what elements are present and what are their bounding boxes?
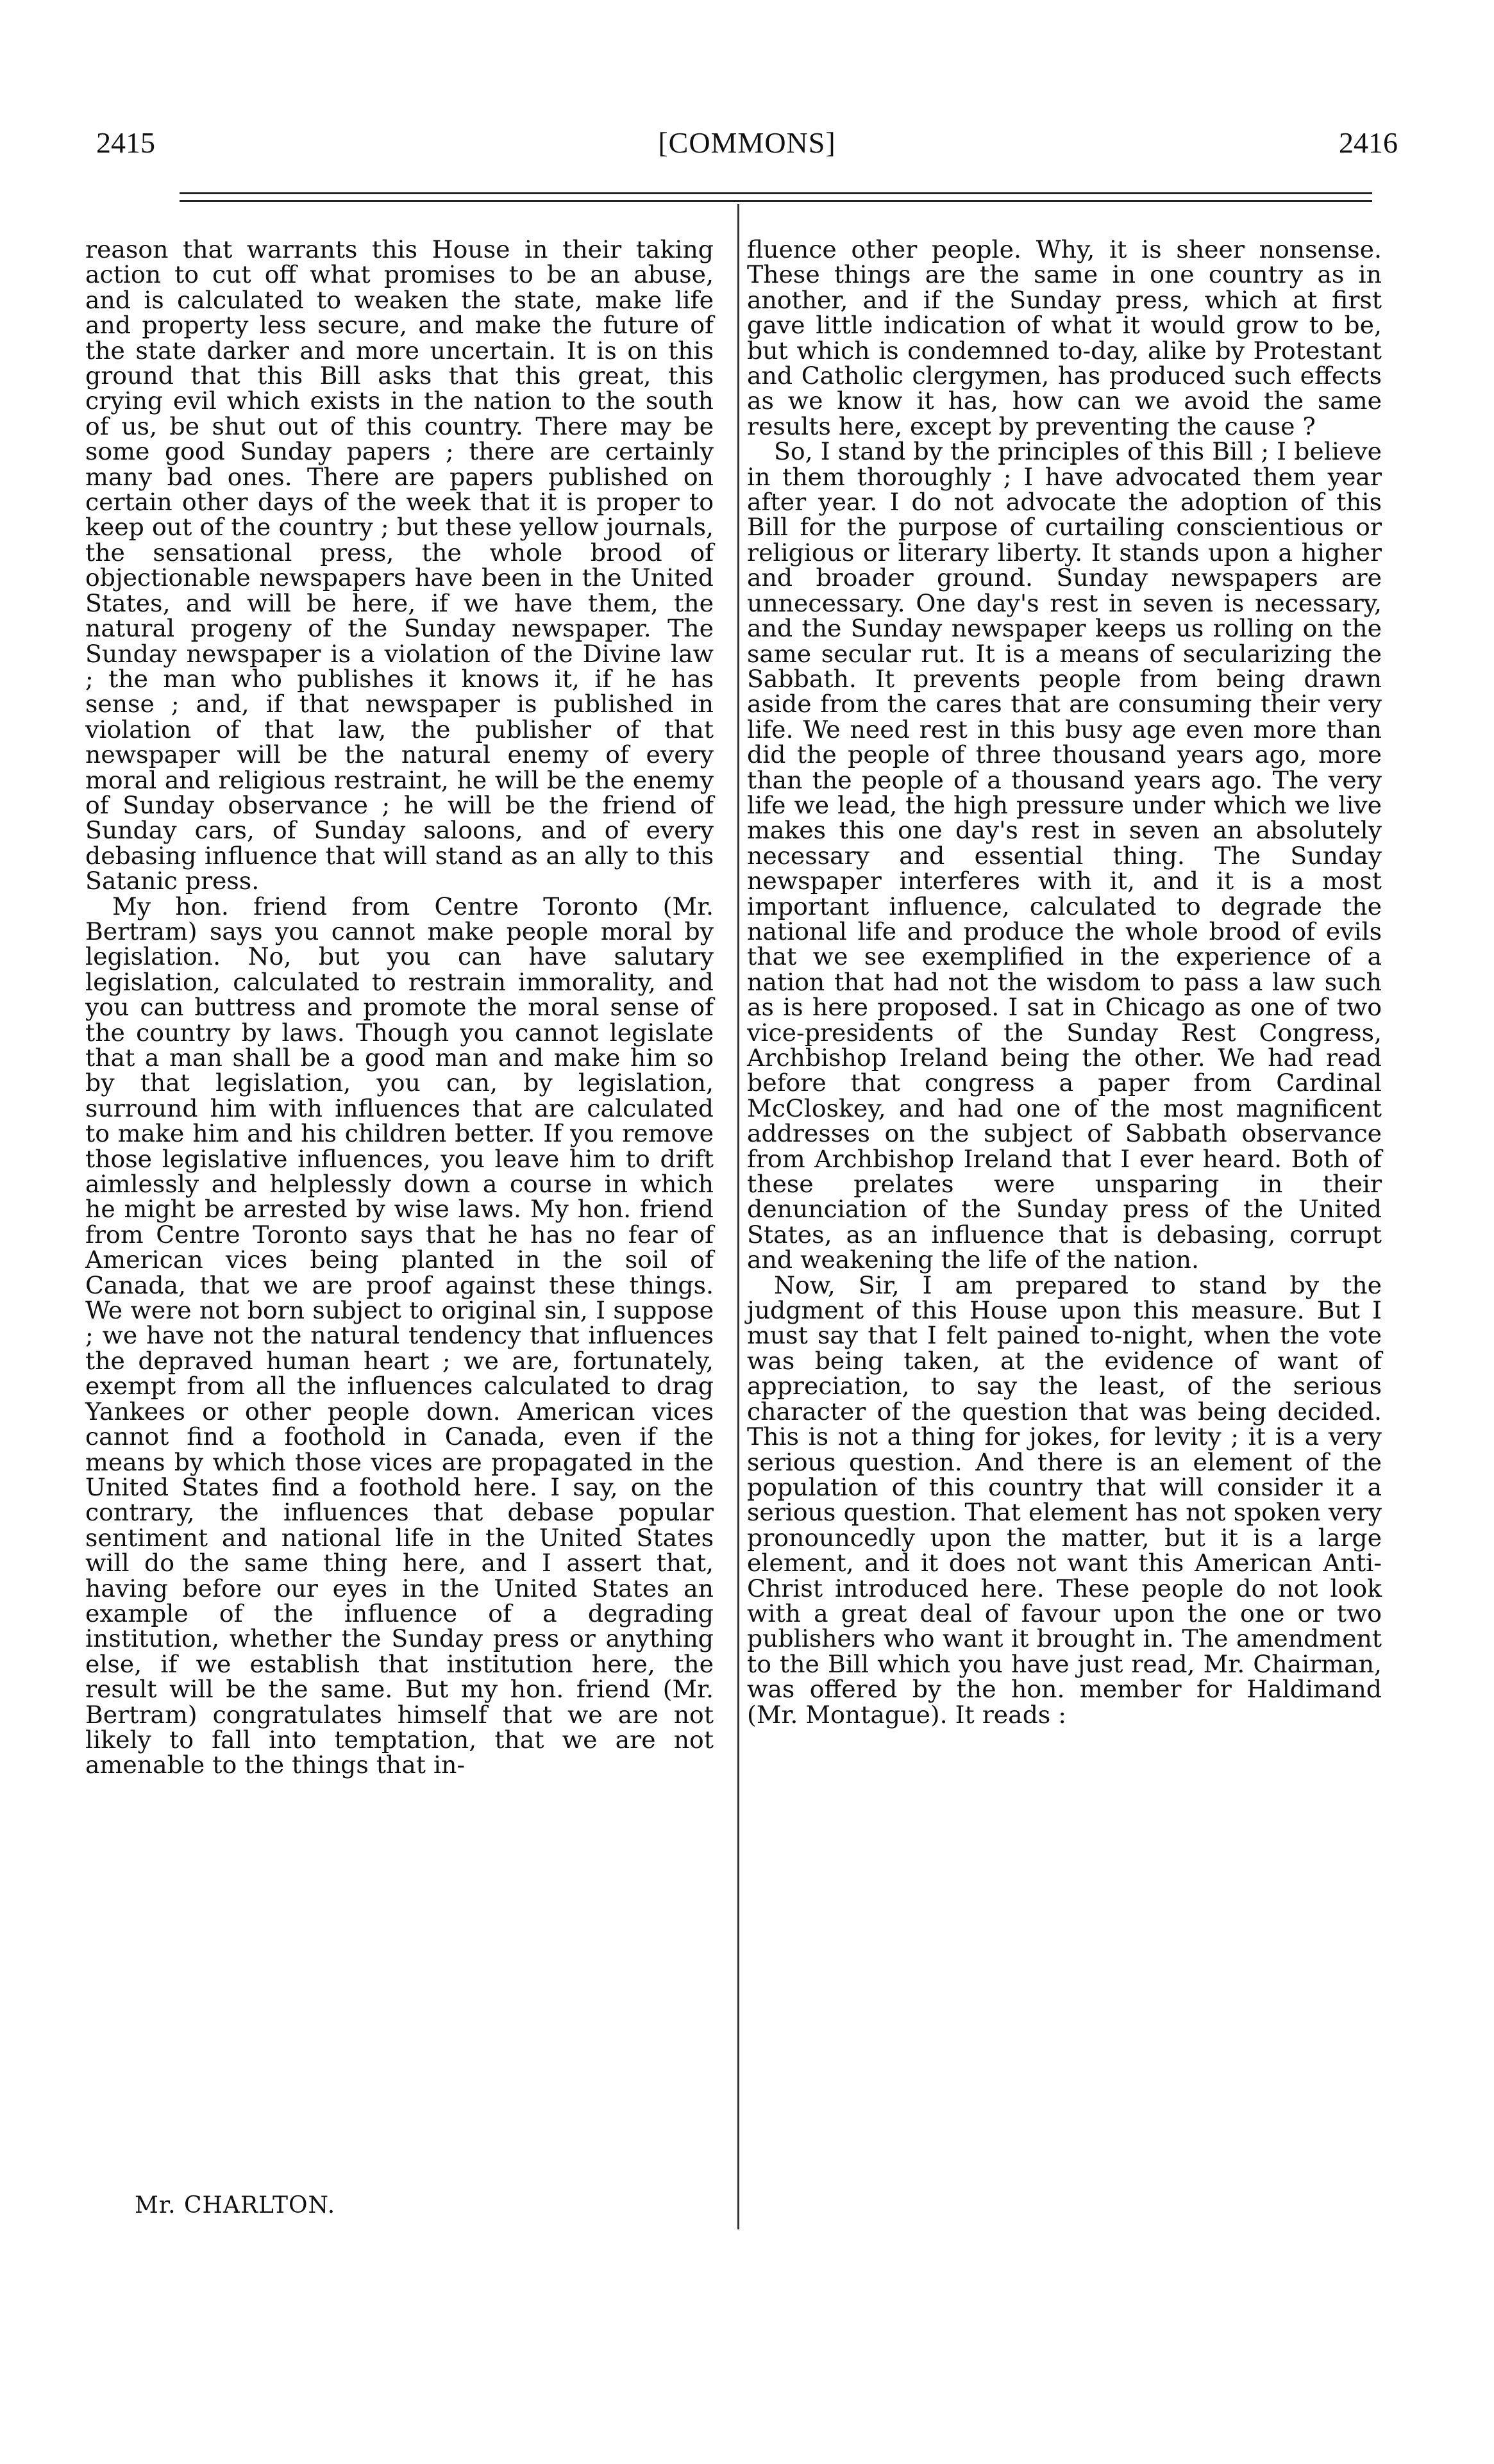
- column-divider: [737, 204, 739, 2229]
- speaker-signature: Mr. CHARLTON.: [135, 2192, 336, 2218]
- page-header: [96, 121, 1398, 165]
- left-column: [85, 237, 714, 1778]
- page-number-left: 2415: [96, 126, 155, 159]
- header-rule-bottom: [180, 200, 1372, 202]
- left-paragraph-2: My hon. friend from Centre Toronto (Mr. Bertram) says you cannot make people moral by legislation. No, but you can have salutary legislation, calculated to restrain immorality, and you can buttress and promote the moral sense of the country by laws. Though you cannot legislate that a man shall be a good man and make him so by that legislation, you can, by legislation, surround him with influences that are calculated to make him and his children better. If you remove those legislative influences, you leave him to drift aimlessly and helplessly down a course in which he might be arrested by wise laws. My hon. friend from Centre Toronto says that he has no fear of American vices being planted in the soil of Canada, that we are proof against these things. We were not born subject to original sin, I suppose ; we have not the natural tendency that influences the depraved human heart ; we are, fortunately, exempt from all the influences calculated to drag Yankees or other people down. American vices cannot find a foothold in Canada, even if the means by which those vices are propagated in the United States find a foothold here. I say, on the contrary, the influences that debase popular sentiment and national life in the United States will do the same thing here, and I assert that, having before our eyes in the United States an example of the influence of a degrading institution, whether the Sunday press or anything else, if we establish that institution here, the result will be the same. But my hon. friend (Mr. Bertram) congratulates himself that we are not likely to fall into temptation, that we are not amenable to the things that in-: [85, 892, 714, 1779]
- running-title: [COMMONS]: [658, 126, 836, 159]
- right-paragraph-3: Now, Sir, I am prepared to stand by the judgment of this House upon this measure. But I must say that I felt pained to-night, when the vote was being taken, at the evidence of want of appreciation, to say the least, of the serious character of the question that was being decided. This is not a thing for jokes, for levity ; it is a very serious question. And there is an element of the population of this country that will consider it a serious question. That element has not spoken very pronouncedly upon the matter, but it is a large element, and it does not want this American Anti-Christ introduced here. These people do not look with a great deal of favour upon the one or two publishers who want it brought in. The amendment to the Bill which you have just read, Mr. Chairman, was offered by the hon. member for Haldimand (Mr. Montague). It reads :: [747, 1270, 1382, 1729]
- page-number-right: 2416: [1339, 126, 1398, 159]
- header-rule-top: [180, 192, 1372, 194]
- right-column: [747, 237, 1382, 1727]
- left-paragraph-1: reason that warrants this House in their taking action to cut off what promises to be an abuse, and is calculated to weaken the state, make life and property less secure, and make the future of the state darker and more uncertain. It is on this ground that this Bill asks that this great, this crying evil which exists in the nation to the south of us, be shut out of this country. There may be some good Sunday papers ; there are certainly many bad ones. There are papers published on certain other days of the week that it is proper to keep out of the country ; but these yellow journals, the sensational press, the whole brood of objectionable newspapers have been in the United States, and will be here, if we have them, the natural progeny of the Sunday newspaper. The Sunday newspaper is a violation of the Divine law ; the man who publishes it knows it, if he has sense ; and, if that newspaper is published in violation of that law, the publisher of that newspaper will be the natural enemy of every moral and religious restraint, he will be the enemy of Sunday observance ; he will be the friend of Sunday cars, of Sunday saloons, and of every debasing influence that will stand as an ally to this Satanic press.: [85, 235, 714, 895]
- right-paragraph-2: So, I stand by the principles of this Bill ; I believe in them thoroughly ; I have advocated them year after year. I do not advocate the adoption of this Bill for the purpose of curtailing conscientious or religious or literary liberty. It stands upon a higher and broader ground. Sunday newspapers are unnecessary. One day's rest in seven is necessary, and the Sunday newspaper keeps us rolling on the same secular rut. It is a means of secularizing the Sabbath. It prevents people from being drawn aside from the cares that are consuming their very life. We need rest in this busy age even more than did the people of three thousand years ago, more than the people of a thousand years ago. The very life we lead, the high pressure under which we live makes this one day's rest in seven an absolutely necessary and essential thing. The Sunday newspaper interferes with it, and it is a most important influence, calculated to degrade the national life and produce the whole brood of evils that we see exemplified in the experience of a nation that had not the wisdom to pass a law such as is here proposed. I sat in Chicago as one of two vice-presidents of the Sunday Rest Congress, Archbishop Ireland being the other. We had read before that congress a paper from Cardinal McCloskey, and had one of the most magnificent addresses on the subject of Sabbath observance from Archbishop Ireland that I ever heard. Both of these prelates were unsparing in their denunciation of the Sunday press of the United States, as an influence that is debasing, corrupt and weakening the life of the nation.: [747, 437, 1382, 1274]
- right-paragraph-1: fluence other people. Why, it is sheer nonsense. These things are the same in one country as in another, and if the Sunday press, which at first gave little indication of what it would grow to be, but which is condemned to-day, alike by Protestant and Catholic clergymen, has produced such effects as we know it has, how can we avoid the same results here, except by preventing the cause ?: [747, 235, 1382, 440]
